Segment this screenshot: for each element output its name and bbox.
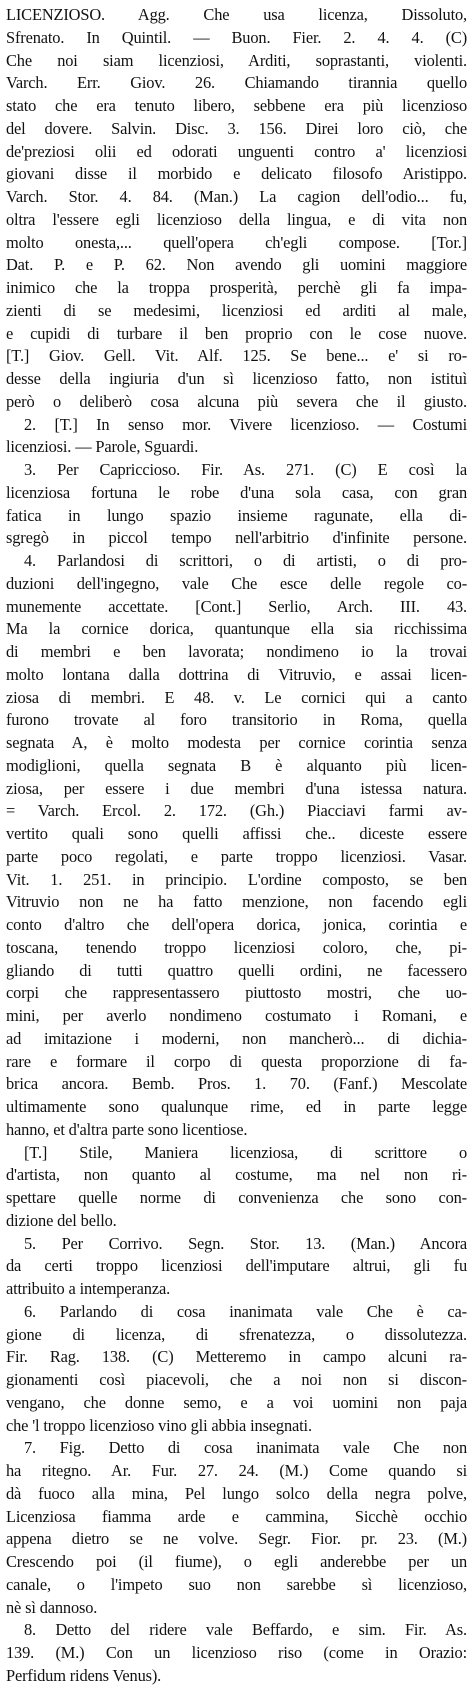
text-line: d'artista, non quanto al costume, ma nel non ri- [6,1165,467,1185]
dictionary-entry-licenzioso [6,4,467,1688]
text-line: nè sì dannoso. [6,1597,98,1617]
text-line: di membri e ben lavorata; nondimeno io la trovai [6,642,467,661]
text-line: duzioni dell'ingegno, vale Che esce delle regole co- [6,573,467,593]
text-line: zienti di se medesimi, licenziosi ed arditi al male, [6,300,467,320]
text-line: Perfidum ridens Venus). [6,1665,162,1685]
text-line: Varch. Err. Giov. 26. Chiamando tirannia quello [6,73,467,93]
text-line: 2. [T.] In senso mor. Vivere licenzioso. — Costumi [24,414,467,434]
text-line: da certi troppo licenziosi dell'imputare altrui, gli fu [6,1256,467,1276]
text-line: che 'l troppo licenzioso vino gli abbia insegnati. [6,1415,312,1435]
text-line: Licenziosa fiamma arde e cammina, Sicchè occhio [6,1506,467,1526]
text-line: canale, o l'impeto suo non sarebbe sì licenzioso, [6,1574,467,1594]
text-line: molto onesta,... quell'opera ch'egli compose. [Tor.] [6,232,467,252]
text-line: appena dietro se ne volve. Segr. Fior. pr. 23. (M.) [6,1529,467,1549]
text-line: vertito quali sono quelli affissi che.. diceste essere [6,824,467,843]
text-line: del dovere. Salvin. Disc. 3. 156. Direi loro ciò, che [6,118,467,138]
text-line: hanno, et d'altra parte sono licentiose. [6,1119,248,1139]
text-line: desse della ingiuria d'un sì licenzioso fatto, non istituì [6,369,467,388]
text-line: giovani disse il morbido e delicato filosofo Aristippo. [6,164,467,184]
text-line: ad imitazione i moderni, non mancherò... di dichia- [6,1028,467,1048]
text-line: dizione del bello. [6,1210,117,1230]
text-line: e cupidi di turbare il ben proprio con le cose nuove. [6,323,467,343]
text-line: licenziosi. — Parole, Sguardi. [6,437,199,457]
text-line: munemente accettate. [Cont.] Serlio, Arch. III. 43. [6,596,467,616]
text-line: gionamenti così piacevoli, che a noi non si discon- [6,1370,467,1389]
text-line: Varch. Stor. 4. 84. (Man.) La cagion dell'odio... fu, [6,187,467,206]
text-line: 3. Per Capriccioso. Fir. As. 271. (C) E così la [24,460,467,479]
text-line: 7. Fig. Detto di cosa inanimata vale Che non [24,1438,467,1458]
text-line: 4. Parlandosi di scrittori, o di artisti, o di pro- [24,551,467,570]
text-line: attribuito a intemperanza. [6,1279,171,1298]
text-line: [T.] Giov. Gell. Vit. Alf. 125. Se bene... e' si ro- [6,346,467,366]
text-line: Che noi siam licenziosi, Arditi, soprastanti, violenti. [6,50,467,70]
text-line: mini, per averlo nondimeno costumato i Romani, e [6,1006,467,1025]
text-line: fatica in lungo spazio insieme ragunate, ella di- [6,505,467,525]
text-line: Dat. P. e P. 62. Non avendo gli uomini maggiore [6,255,467,275]
text-line: brica ancora. Bemb. Pros. 1. 70. (Fanf.) Mescolate [6,1074,467,1094]
text-line: oltra l'essere egli licenzioso della lingua, e di vita non [6,209,467,229]
text-line: Fir. Rag. 138. (C) Metteremo in campo alcuni ra- [6,1347,467,1367]
text-line: 6. Parlando di cosa inanimata vale Che è ca- [24,1301,467,1321]
text-line: Ma la cornice dorica, quantunque ella sia ricchissima [6,619,467,639]
text-line: furono trovate al foro transitorio in Roma, quella [6,710,467,730]
text-line: molto lontana dalla dottrina di Vitruvio, e assai licen- [6,664,467,684]
text-line: segnata A, è molto modesta per cornice corintia senza [6,733,467,752]
text-line: sgregò in piccol tempo nell'arbitrio d'infinite persone. [6,528,467,548]
text-line: Crescendo poi (il fiume), o egli anderebbe per un [6,1552,467,1571]
text-line: Sfrenato. In Quintil. — Buon. Fier. 2. 4. 4. (C) [6,27,467,47]
entry-headword-line: LICENZIOSO. Agg. Che usa licenza, Dissoluto, [6,5,467,24]
text-line: ziosa di membri. E 48. v. Le cornici qui a canto [6,687,467,707]
text-line: gione di licenza, di sfrenatezza, o dissolutezza. [6,1324,467,1344]
text-line: = Varch. Ercol. 2. 172. (Gh.) Piacciavi farmi av- [6,801,467,821]
text-line: corpi che rappresentassero piuttosto mostri, che uo- [6,983,467,1003]
text-line: 8. Detto del ridere vale Beffardo, e sim. Fir. As. [24,1620,467,1640]
text-line: [T.] Stile, Maniera licenziosa, di scrittore o [24,1142,467,1162]
text-line: però o deliberò cosa alcuna più severa che il giusto. [6,391,467,411]
text-line: parte poco regolati, e parte troppo licenziosi. Vasar. [6,846,467,866]
text-line: spettare quelle norme di convenienza che sono con- [6,1188,467,1207]
text-line: Vit. 1. 251. in principio. L'ordine composto, se ben [6,869,467,889]
text-line: inimico che la troppa prosperità, perchè gli fa impa- [6,278,467,297]
text-line: ziosa, per essere i due membri d'una istessa natura. [6,778,467,798]
text-line: Vitruvio non ne ha fatto menzione, non facendo egli [6,892,467,912]
text-line: stato che era tenuto libero, sebbene era più licenzioso [6,96,467,115]
text-line: conto d'altro che dell'opera dorica, jonica, corintia e [6,915,467,934]
text-line: modiglioni, quella segnata B è alquanto più licen- [6,755,467,775]
text-line: dà fuoco alla mina, Pel lungo solco della negra polve, [6,1483,467,1503]
text-line: rare e formare il corpo di questa proporzione di fa- [6,1051,467,1071]
text-line: ha ritegno. Ar. Fur. 27. 24. (M.) Come quando si [6,1461,467,1480]
text-line: 139. (M.) Con un licenzioso riso (come in Orazio: [6,1643,467,1662]
text-line: gliando di tutti quattro quelli ordini, ne facessero [6,960,467,980]
text-line: toscana, tenendo troppo licenziosi coloro, che, pi- [6,937,467,957]
text-line: de'preziosi olii ed odorati unguenti contro a' licenziosi [6,141,467,161]
text-line: 5. Per Corrivo. Segn. Stor. 13. (Man.) Ancora [24,1233,467,1253]
text-line: ultimamente sono qualunque rime, ed in parte legge [6,1097,467,1116]
text-line: licenziosa fortuna le robe d'una sola casa, con gran [6,482,467,502]
text-line: vengano, che donne semo, e a voi uomini non paja [6,1392,467,1412]
